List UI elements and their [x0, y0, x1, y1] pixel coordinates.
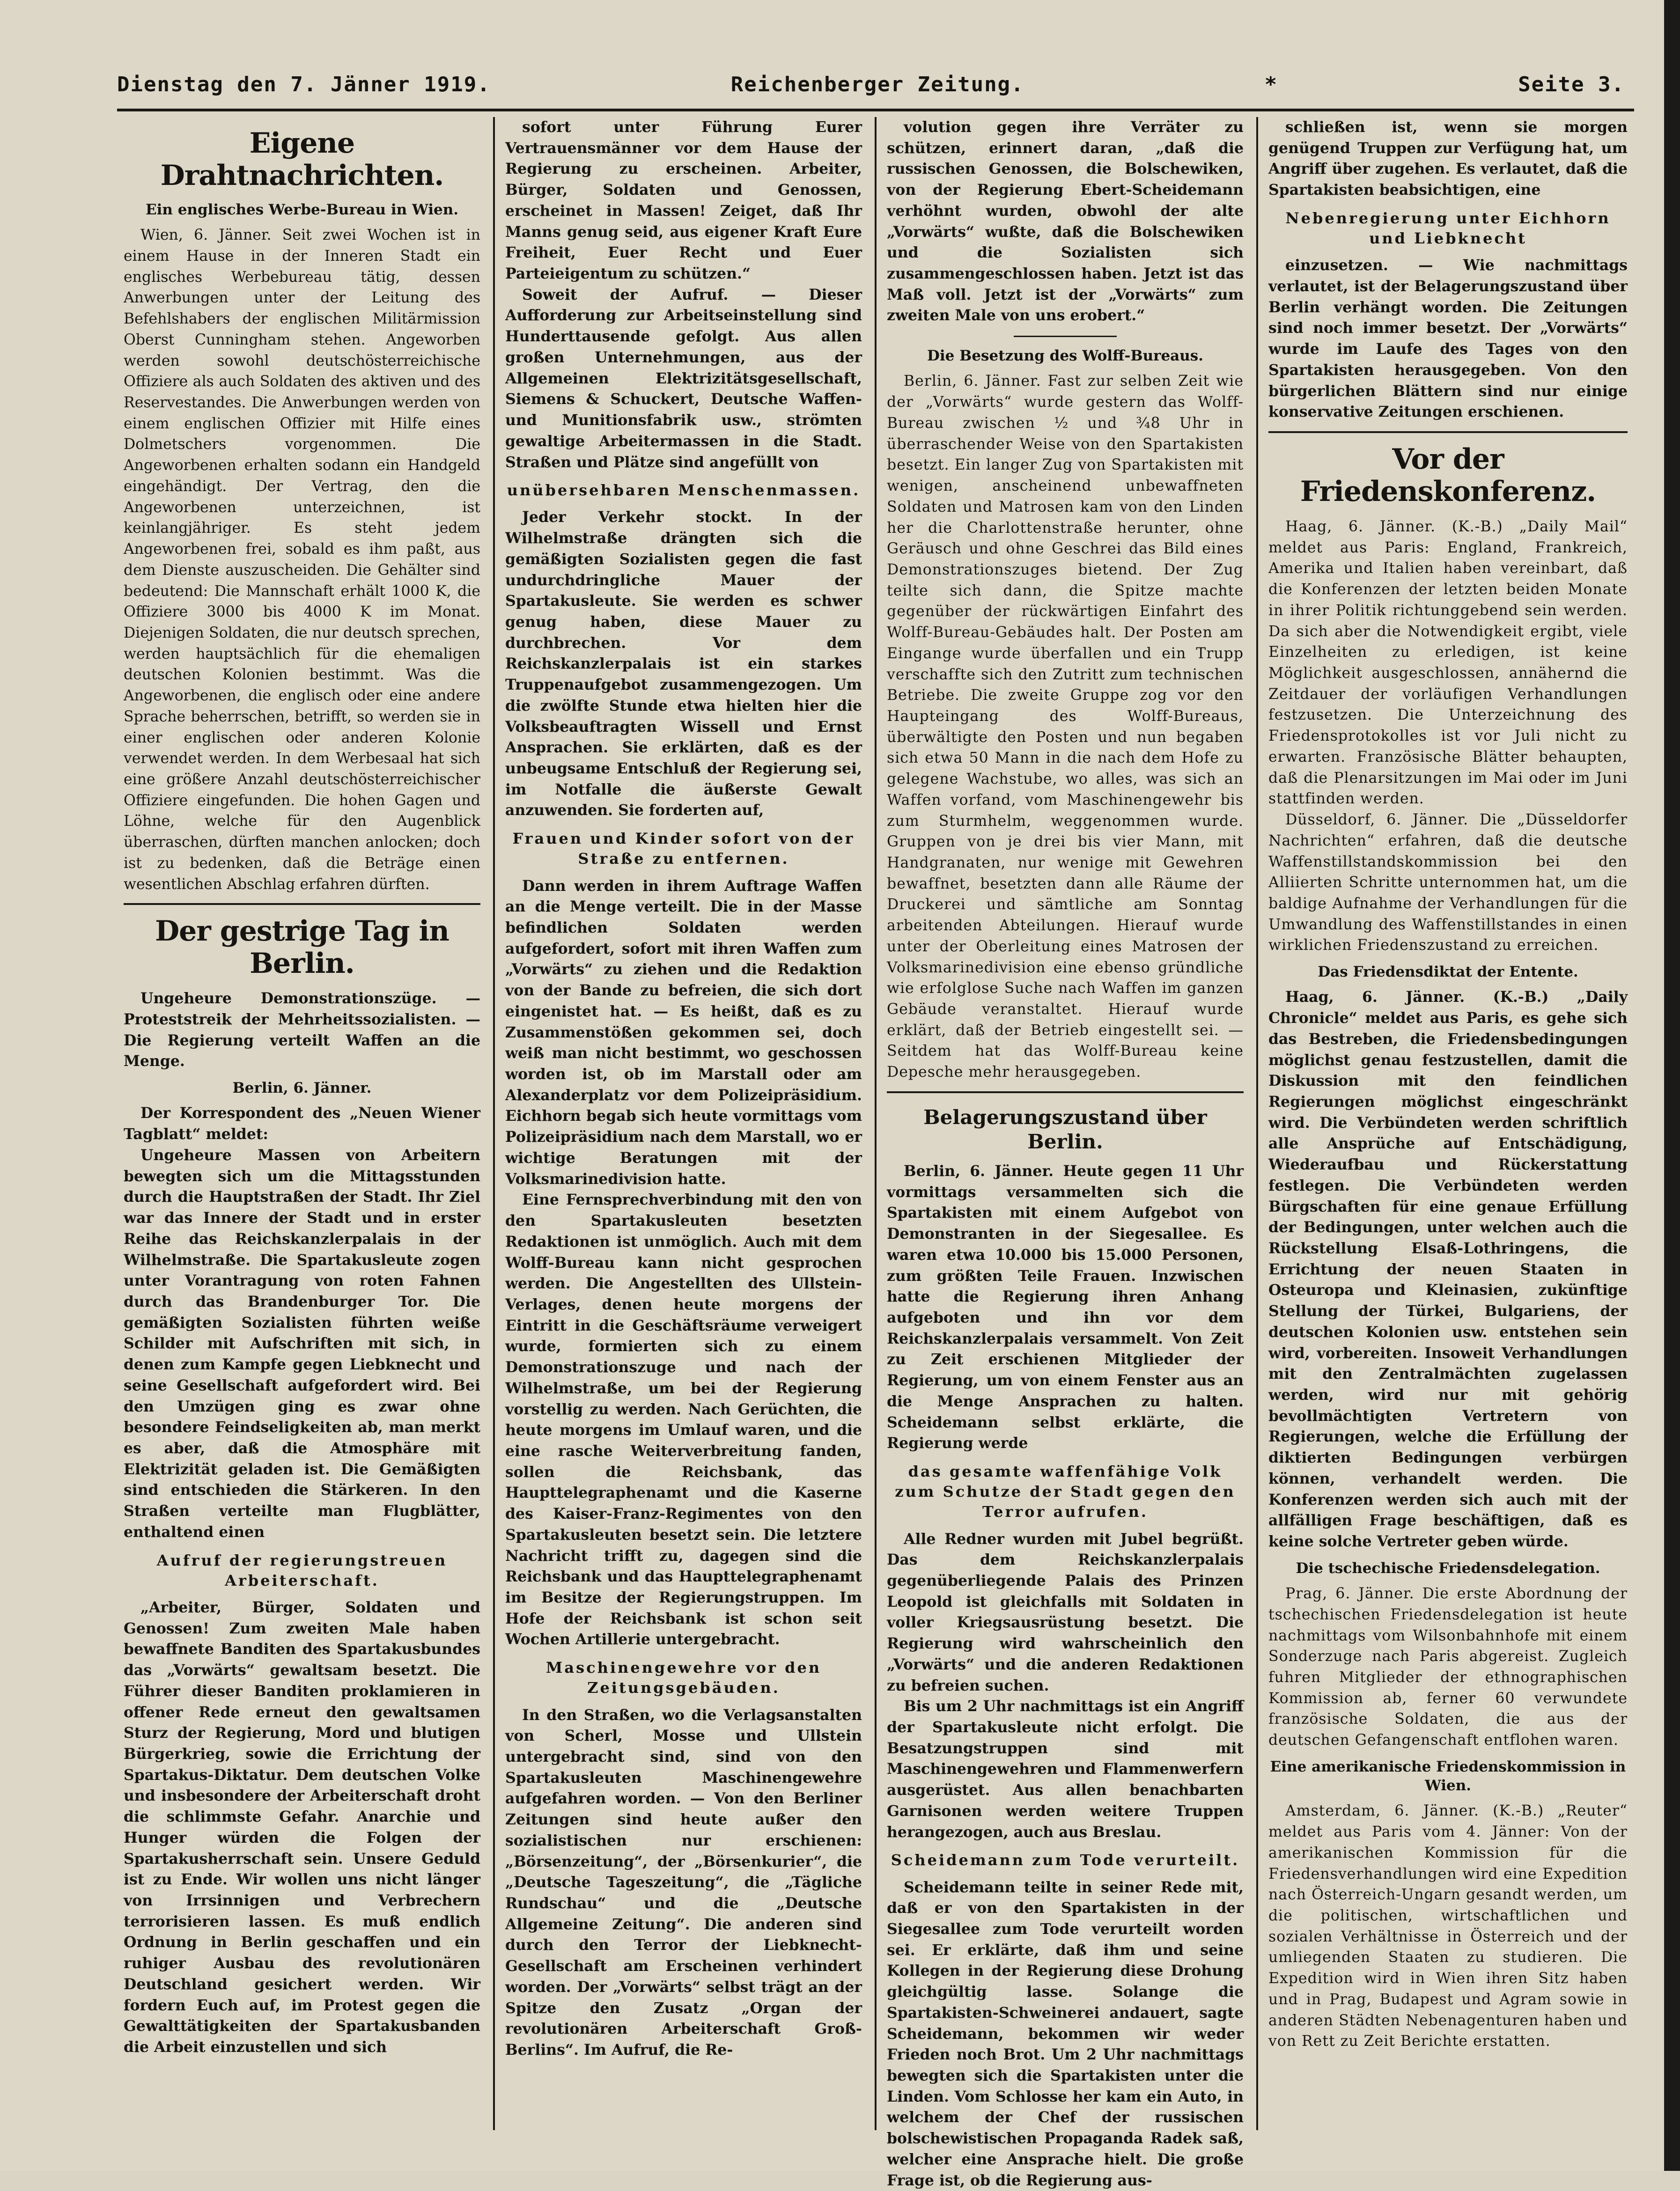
- article-subhead: Die Besetzung des Wolff-Bureaus.: [927, 347, 1204, 365]
- article-paragraph: „Arbeiter, Bürger, Soldaten und Genossen! Zum zweiten Male haben bewaffnete Banditen des Spartakusbundes das „Vorwärts“ gewaltsam besetzt. Die Führer dieser Banditen proklamieren in offener Rede erneut den gewaltsamen Sturz der Regierung, Mord und blutigen Bürgerkrieg, sowie die Errichtung der Spartakus-Diktatur. Dem deutschen Volke und insbesondere der Arbeiterschaft droht die schlimmste Gefahr. Anarchie und Hunger würden die Folgen der Spartakusherrschaft sein. Unsere Geduld ist zu Ende. Wir wollen uns nicht länger von Irrsinnigen und Verbrechern terrorisieren lassen. Es muß endlich Ordnung in Berlin geschaffen und ein ruhiger Ausbau des revolutionären Deutschland gesichert werden. Wir fordern Euch auf, im Protest gegen die Gewalttätigkeiten der Spartakusbanden die Arbeit einzustellen und sich: [124, 1598, 480, 2056]
- article-paragraph: Der Korrespondent des „Neuen Wiener Tagblatt“ meldet:: [124, 1104, 480, 1143]
- article-paragraph: Prag, 6. Jänner. Die erste Abordnung der tschechischen Friedensdelegation ist heute nachmittags vom Wilsonbahnhofe mit einem Sonderzuge nach Paris abgereist. Zugleich fuhren Mitglieder der ethnographischen Kommission ab, ferner 60 verwundete französische Soldaten, die aus der deutschen Gefangenschaft entflohen waren.: [1268, 1585, 1628, 1749]
- article-paragraph: einzusetzen. — Wie nachmittags verlautet, ist der Belagerungszustand über Berlin verhängt worden. Die Zeitungen sind noch immer besetzt. Der „Vorwärts“ wurde im Laufe des Tages von den Spartakisten herausgegeben. Von den bürgerlichen Blättern sind nur einige konservative Zeitungen erschienen.: [1268, 257, 1628, 421]
- divider: [124, 903, 480, 905]
- section-headline: Eigene Drahtnachrichten.: [160, 127, 444, 192]
- article-dateline: Berlin, 6. Jänner.: [232, 1080, 372, 1097]
- article-paragraph: Haag, 6. Jänner. (K.-B.) „Daily Mail“ meldet aus Paris: England, Frankreich, Amerika und Italien haben vereinbart, daß die Konferenzen der letzten beiden Monate in ihrer Politik richtunggebend sein werden. Da sich aber die Notwendigkeit ergibt, viele Einzelheiten zu erledigen, ist keine Möglichkeit ausgeschlossen, annähernd die Zeitdauer der vorläufigen Verhandlungen festzusetzen. Die Unterzeichnung des Friedensprotokolles ist vor Juli nicht zu erwarten. Französische Blätter behaupten, daß die Plenarsitzungen im Mai oder im Juni stattfinden werden.: [1268, 518, 1628, 808]
- header-rule: [117, 109, 1634, 111]
- article-subhead: Aufruf der regierungstreuen Arbeiterschaft.: [156, 1551, 448, 1589]
- article-subhead: das gesamte waffenfähige Volk zum Schutze der Stadt gegen den Terror aufrufen.: [895, 1462, 1236, 1521]
- article-subhead: Eine amerikanische Friedenskommission in Wien.: [1270, 1758, 1626, 1794]
- article-paragraph: In den Straßen, wo die Verlagsanstalten von Scherl, Mosse und Ullstein untergebracht sind, sind von den Spartakusleuten Maschinengewehre aufgefahren worden. — Von den Berliner Zeitungen sind heute außer den sozialistischen nur erschienen: „Börsenzeitung“, der „Börsenkurier“, die „Deutsche Tageszeitung“, die „Tägliche Rundschau“ und die „Deutsche Allgemeine Zeitung“. Die anderen sind durch den Terror der Liebknecht-Gesellschaft am Erscheinen verhindert worden. Der „Vorwärts“ selbst trägt an der Spitze den Zusatz „Organ der revolutionären Arbeiterschaft Groß-Berlins“. Im Aufruf, die Re-: [505, 1706, 862, 2059]
- article-subhead: Das Friedensdiktat der Entente.: [1318, 963, 1578, 981]
- article-subhead: Frauen und Kinder sofort von der Straße zu entfernen.: [512, 830, 855, 868]
- column-divider: [875, 117, 877, 2130]
- divider: [887, 1091, 1244, 1093]
- article-subhead: Die tschechische Friedensdelegation.: [1296, 1559, 1600, 1577]
- column-divider: [493, 117, 495, 2130]
- article-paragraph: Wien, 6. Jänner. Seit zwei Wochen ist in einem Hause in der Inneren Stadt ein englisches Werbebureau tätig, dessen Anwerbungen unter der Leitung des Befehlshabers der englischen Militärmission Oberst Cunningham stehen. Angeworben werden sowohl deutschösterreichische Offiziere als auch Soldaten des aktiven und des Reservestandes. Die Anwerbungen werden von einem englischen Offizier mit Hilfe eines Dolmetschers vorgenommen. Die Angeworbenen erhalten sodann ein Handgeld eingehändigt. Der Vertrag, den die Angeworbenen unterzeichnen, ist keinlangjähriger. Es steht jedem Angeworbenen frei, sobald es ihm paßt, aus dem Dienste auszuscheiden. Die Gehälter sind bedeutend: Die Mannschaft erhält 1000 K, die Offiziere 3000 bis 4000 K im Monat. Diejenigen Soldaten, die nur deutsch sprechen, werden hauptsächlich für die ehemaligen deutschen Kolonien bestimmt. Was die Angeworbenen, die englisch oder eine andere Sprache beherrschen, betrifft, so werden sie in einer englischen oder anderen Kolonie verwendet werden. In dem Werbesaal hat sich eine größere Anzahl deutschösterreichischer Offiziere eingefunden. Die hohen Gagen und Löhne, welche für den Augenblick überraschen, dürften manchen anlocken; doch ist zu bedenken, daß die Beträge einen wesentlichen Abschlag erfahren dürften.: [124, 227, 480, 893]
- article-paragraph: Ungeheure Massen von Arbeitern bewegten sich um die Mittagsstunden durch die Hauptstraßen der Stadt. Ihr Ziel war das Innere der Stadt und in erster Reihe das Reichskanzlerpalais in der Wilhelmstraße. Die Spartakusleute zogen unter Vorantragung von roten Fahnen durch das Brandenburger Tor. Die gemäßigten Sozialisten führten weiße Schilder mit Aufschriften mit sich, in denen zum Kampfe gegen Liebknecht und seine Gesellschaft aufgefordert wird. Bei den Umzügen ging es zwar ohne besondere Feindseligkeiten ab, man merkt es aber, daß die Atmosphäre mit Elektrizität geladen ist. Die Gemäßigten sind entschieden die Stärkeren. In den Straßen verteilte man Flugblätter, enthaltend einen: [124, 1146, 480, 1541]
- article-subhead: Nebenregierung unter Eichhorn und Liebknecht: [1285, 209, 1611, 248]
- columns: [117, 117, 1634, 2189]
- column-divider: [1256, 117, 1258, 2130]
- article-paragraph: Haag, 6. Jänner. (K.-B.) „Daily Chronicle“ meldet aus Paris, es gehe sich das Bestreben, die Friedensbedingungen möglichst genau festzustellen, damit die Diskussion mit den feindlichen Regierungen möglichst eingeschränkt wird. Die Verbündeten werden schriftlich alle Ansprüche auf Entschädigung, Wiederaufbau und Rückerstattung festlegen. Die Verbündeten werden Bürgschaften für eine genaue Erfüllung der Bedingungen, unter welchen auch die Rückstellung Elsaß-Lothringens, die Errichtung der neuen Staaten in Osteuropa und Kleinasien, zukünftige Stellung der Türkei, Bulgariens, der deutschen Kolonien usw. entstehen sein wird, vorbereiten. Insoweit Verhandlungen mit den Zentralmächten zugelassen werden, wird nur mit gehörig bevollmächtigten Vertretern von Regierungen, welche die Erfüllung der diktierten Bedingungen verbürgen können, verhandelt werden. Die Konferenzen werden sich auch mit der allfälligen Frage beschäftigen, daß es keine solche Vertreter geben würde.: [1268, 988, 1628, 1551]
- divider: [1268, 431, 1628, 433]
- article-headline: Vor der Friedenskonferenz.: [1300, 443, 1596, 508]
- article-paragraph: Scheidemann teilte in seiner Rede mit, daß er von den Spartakisten in der Siegesallee zum Tode verurteilt worden sei. Er erklärte, daß ihm und seine Kollegen in der Regierung diese Drohung gleichgültig lasse. Solange die Spartakisten-Schweinerei andauert, sagte Scheidemann, bekommen wir weder Frieden noch Brot. Um 2 Uhr nachmittags bewegten sich die Spartakisten unter die Linden. Vom Schlosse her kam ein Auto, in welchem der Chef der russischen bolschewistischen Propaganda Radek saß, welcher eine Ansprache hielt. Die große Frage ist, ob die Regierung aus-: [887, 1878, 1244, 2189]
- article-paragraph: schließen ist, wenn sie morgen genügend Truppen zur Verfügung hat, um Angriff über zugehen. Es verlautet, daß die Spartakisten beabsichtigen, eine: [1268, 118, 1628, 199]
- article-headline: Der gestrige Tag in Berlin.: [155, 915, 449, 980]
- article-headline: Belagerungszustand über Berlin.: [923, 1105, 1207, 1154]
- page-header: [117, 66, 1625, 103]
- divider: [1014, 336, 1117, 337]
- column-1: [117, 117, 487, 2130]
- header-paper-title: Reichenberger Zeitung.: [730, 72, 1024, 96]
- article-subhead: Maschinengewehre vor den Zeitungsgebäuden.: [545, 1659, 822, 1697]
- article-subhead: Scheidemann zum Tode verurteilt.: [891, 1851, 1240, 1869]
- header-date: Dienstag den 7. Jänner 1919.: [117, 72, 491, 96]
- article-paragraph: Eine Fernsprechverbindung mit den von den Spartakusleuten besetzten Redaktionen ist unmöglich. Auch mit dem Wolff-Bureau kann nicht gesprochen werden. Die Angestellten des Ullstein-Verlages, denen heute morgens der Eintritt in die Geschäftsräume verweigert wurde, formierten sich zu einem Demonstrationszuge und nach der Wilhelmstraße, um bei der Regierung vorstellig zu werden. Nach Gerüchten, die heute morgens im Umlauf waren, und die eine rasche Weiterverbreitung fanden, sollen die Reichsbank, das Haupttelegraphenamt und die Kaserne des Kaiser-Franz-Regimentes von den Spartakusleuten besetzt sein. Die letztere Nachricht trifft zu, dagegen sind die Reichsbank und das Haupttelegraphenamt im Besitze der Regierungstruppen. Im Hofe der Reichsbank ist schon seit Wochen Artillerie untergebracht.: [505, 1191, 862, 1648]
- header-page-number: Seite 3.: [1518, 72, 1625, 96]
- column-3: [880, 117, 1250, 2189]
- header-star: *: [1264, 72, 1278, 96]
- article-paragraph: Berlin, 6. Jänner. Heute gegen 11 Uhr vormittags versammelten sich die Spartakisten mit einem Aufgebot von Demonstranten in der Siegesallee. Es waren etwa 10.000 bis 15.000 Personen, zum größten Teile Frauen. Inzwischen hatte die Regierung ihren Anhang aufgeboten und ihn vor dem Reichskanzlerpalais versammelt. Von Zeit zu Zeit erschienen Mitglieder der Regierung, um von einem Fenster aus an die Menge Ansprachen zu halten. Scheidemann selbst erklärte, die Regierung werde: [887, 1162, 1244, 1452]
- column-2: [499, 117, 869, 2130]
- column-4: [1262, 117, 1634, 2130]
- article-subhead: unübersehbaren Menschenmassen.: [507, 481, 861, 500]
- article-paragraph: Bis um 2 Uhr nachmittags ist ein Angriff der Spartakusleute nicht erfolgt. Die Besatzungstruppen sind mit Maschinengewehren und Flammenwerfern ausgerüstet. Aus allen benachbarten Garnisonen werden weitere Truppen herangezogen, auch aus Breslau.: [887, 1698, 1244, 1841]
- page-edge: [1664, 0, 1680, 2171]
- article-subhead: Ein englisches Werbe-Bureau in Wien.: [145, 201, 459, 218]
- article-paragraph: Amsterdam, 6. Jänner. (K.-B.) „Reuter“ meldet aus Paris vom 4. Jänner: Von der amerikanischen Kommission für die Friedensverhandlungen wird eine Expedition nach Österreich-Ungarn gesandt werden, um die politischen, wirtschaftlichen und sozialen Verhältnisse in Österreich und der umliegenden Staaten zu studieren. Die Expedition wird in Wien ihren Sitz haben und in Prag, Budapest und Agram sowie in anderen Städten Nebenagenturen haben und von Rett zu Zeit Berichte erstatten.: [1268, 1802, 1628, 2050]
- article-paragraph: Jeder Verkehr stockt. In der Wilhelmstraße drängten sich die gemäßigten Sozialisten gegen die fast undurchdringliche Mauer der Spartakusleute. Sie werden es schwer genug haben, diese Mauer zu durchbrechen. Vor dem Reichskanzlerpalais ist ein starkes Truppenaufgebot zusammengezogen. Um die zwölfte Stunde etwa hielten hier die Volksbeauftragten Wissell und Ernst Ansprachen. Sie erklärten, daß es der unbeugsame Entschluß der Regierung sei, im Notfalle die äußerste Gewalt anzuwenden. Sie forderten auf,: [505, 508, 862, 819]
- article-paragraph: sofort unter Führung Eurer Vertrauensmänner vor dem Hause der Regierung zu erscheinen. Arbeiter, Bürger, Soldaten und Genossen, erscheinet in Massen! Zeiget, daß Ihr Manns genug seid, aus eigener Kraft Eure Freiheit, Euer Recht und Euer Parteieigentum zu schützen.“: [505, 118, 862, 283]
- article-paragraph: Berlin, 6. Jänner. Fast zur selben Zeit wie der „Vorwärts“ wurde gestern das Wolff-Bureau zwischen ½ und ¾8 Uhr in überraschender Weise von den Spartakisten besetzt. Ein langer Zug von Spartakisten mit wenigen, anscheinend unbewaffneten Soldaten und Matrosen kam von den Linden her die Charlottenstraße herunter, ohne Geräusch und ohne Geschrei das Bild eines Demonstrationszuges bietend. Der Zug teilte sich dann, die Spitze machte gegenüber der rückwärtigen Einfahrt des Wolff-Bureau-Gebäudes halt. Der Posten am Eingange wurde überfallen und ein Trupp verschaffte sich den Zutritt zum technischen Betriebe. Die zweite Gruppe zog vor den Haupteingang des Wolff-Bureaus, überwältigte den Posten und nun begaben sich etwa 50 Mann in die nach dem Hofe zu gelegene Wachstube, wo alles, was sich an Waffen vorfand, vom Maschinengewehr bis zum Sturmhelm, weggenommen wurde. Gruppen von je drei bis vier Mann, mit Handgranaten, nur wenige mit Gewehren bewaffnet, besetzten dann alle Räume der Druckerei und sämtliche am Sonntag arbeitenden Abteilungen. Hierauf wurde unter der Oberleitung eines Matrosen der Volksmarinedivision eine ebenso gründliche wie erfolglose Suche nach Waffen im ganzen Gebäude veranstaltet. Hierauf wurde erklärt, daß der Betrieb eingestellt sei. — Seitdem hat das Wolff-Bureau keine Depesche mehr herausgegeben.: [887, 373, 1244, 1081]
- article-paragraph: Alle Redner wurden mit Jubel begrüßt. Das dem Reichskanzlerpalais gegenüberliegende Palais des Prinzen Leopold ist gleichfalls mit Soldaten in voller Kriegsausrüstung besetzt. Die Regierung wird wahrscheinlich den „Vorwärts“ und die anderen Redaktionen zu befreien suchen.: [887, 1530, 1244, 1694]
- article-paragraph: Soweit der Aufruf. — Dieser Aufforderung zur Arbeitseinstellung sind Hunderttausende gefolgt. Aus allen großen Unternehmungen, aus der Allgemeinen Elektrizitätsgesellschaft, Siemens & Schuckert, Deutsche Waffen- und Munitionsfabrik usw., strömten gewaltige Arbeitermassen in die Stadt. Straßen und Plätze sind angefüllt von: [505, 286, 862, 471]
- article-paragraph: Dann werden in ihrem Auftrage Waffen an die Menge verteilt. Die in der Masse befindlichen Soldaten werden aufgefordert, sofort mit ihren Waffen zum „Vorwärts“ zu ziehen und die Redaktion von der Bande zu befreien, die sich dort eingenistet hat. — Es heißt, daß es zu Zusammenstößen gekommen sei, doch weiß man nicht bestimmt, wo geschossen worden ist, ob im Marstall oder am Alexanderplatz vor dem Polizeipräsidium. Eichhorn begab sich heute vormittags vom Polizeipräsidium nach dem Marstall, wo er wichtige Beratungen mit der Volksmarinedivision hatte.: [505, 877, 862, 1188]
- article-summary: Ungeheure Demonstrationszüge. — Proteststreik der Mehrheitssozialisten. — Die Regierung verteilt Waffen an die Menge.: [124, 990, 480, 1070]
- article-paragraph: Düsseldorf, 6. Jänner. Die „Düsseldorfer Nachrichten“ erfahren, daß die deutsche Waffenstillstandskommission bei den Alliierten Schritte unternommen hat, um die baldige Aufnahme der Verhandlungen für die Umwandlung des Waffenstillstandes in einen wirklichen Friedenszustand zu erreichen.: [1268, 811, 1628, 954]
- article-paragraph: volution gegen ihre Verräter zu schützen, erinnert daran, „daß die russischen Genossen, die Bolschewiken, von der Regierung Ebert-Scheidemann verhöhnt wurden, obwohl der alte „Vorwärts“ wußte, daß die Bolschewiken und die Sozialisten sich zusammengeschlossen haben. Jetzt ist das Maß voll. Jetzt ist der „Vorwärts“ zum zweiten Male von uns erobert.“: [887, 118, 1244, 324]
